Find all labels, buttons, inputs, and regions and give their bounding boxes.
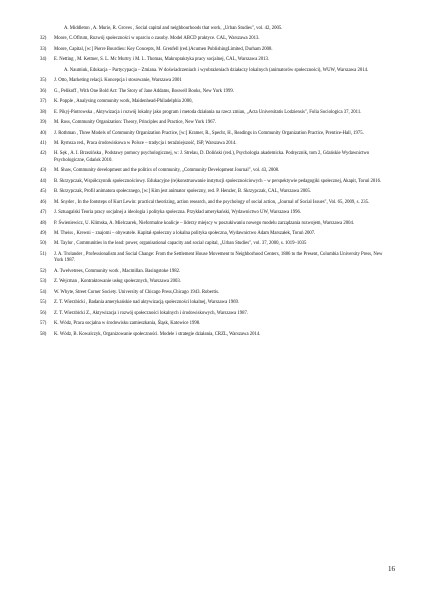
reference-number: 39) [40,120,47,126]
reference-text: J. Rothman , Three Models of Community Organization Practice, [w:] Kramer, R., Specht, H., Readings in Community Organization Practice, Prentice-Hall, 1975. [54,130,364,136]
reference-number: 33) [40,46,47,52]
reference-number: 36) [40,88,47,94]
reference-number: 42) [40,151,47,157]
reference-item [40,221,390,227]
reference-number: 56) [40,310,47,316]
reference-text: Moore, Capital, [w:] Pierre Bourdieu: Key Concepts, M. Grenfell (red.)Acumen PublishingLimited, Durham 2008. [54,46,273,52]
reference-number: 54) [40,289,47,295]
reference-number: 48) [40,220,47,226]
reference-number: 58) [40,331,47,337]
reference-text: K. Popple , Analysing community work, Maidenhead-Philadelphia 2000, [54,99,193,105]
reference-text: J. Sztuagalski Teoria pracy socjalnej a ideologia i polityka społeczna. Przykład amerykański, Wydawnictwo UW, Warszawa 1996. [54,210,302,216]
reference-number: 43) [40,168,47,174]
reference-item [40,252,390,265]
reference-item [40,269,390,275]
reference-text: M. Theiss , Krewni – znajomi – obywatele. Kapitał społeczny a lokalna polityka społeczna, Wydawnictwo Adam Marszałek, Toruń 2007. [54,231,316,237]
reference-item [40,290,390,296]
reference-item [40,321,390,327]
reference-text: M. Ross, Community Organization: Theory, Principles and Practice, New York 1967. [54,120,217,126]
reference-item [40,231,390,237]
reference-text: M. Taylor , Communities in the lead: power, organisational capacity and social capital, „Urban Studies", vol. 37, 2000, s. 1019–1035 [54,241,307,247]
reference-item [40,99,390,105]
reference-text: K. Wódz, Praca socjalna w środowisku zamieszkania, Śląsk, Katowice 1998. [54,321,201,327]
reference-text: A. Naumiuk, Edukacja – Partycypacja – Zmiana. W doświadczeniach i wyobrażeniach działaczy lokalnych (animatorów społeczności), WUW, Warszawa 2014. [64,67,369,73]
reference-number: 45) [40,189,47,195]
reference-item [40,68,390,74]
reference-text: Z. T. Wierzbicki Z., Aktywizacja i rozwój społeczności lokalnych i środowiskowych, Warszawa 1987. [54,310,249,316]
reference-item [40,179,390,185]
reference-item [40,78,390,84]
reference-item [40,332,390,338]
reference-text: B. Skrzypczak, Profil animatora społecznego, [w:] Kim jest animator społeczny, red. P. Henzler, B. Skrzypczak, CAL, Warszawa 2005. [54,189,312,195]
reference-number: 57) [40,321,47,327]
reference-number: 52) [40,268,47,274]
reference-item [40,189,390,195]
reference-item [40,300,390,306]
reference-number: 37) [40,99,47,105]
reference-number: 44) [40,178,47,184]
reference-list [40,26,390,342]
reference-item [40,26,390,32]
reference-item [40,47,390,53]
reference-number: 55) [40,300,47,306]
reference-text: E. Pikyj-Piotrowska , Aktywizacja i rozwój lokalny jako program i metoda działania na rzecz zmian, „Acta Universitatis Lodziensis", Folia Sociologica 37, 2011. [54,109,362,115]
reference-item [40,36,390,42]
reference-text: E. Netting , M. Kettner, S. L. Mc Murtry i M. L. Thomas, Makropraktyka pracy socjalnej, CAL, Warszawa 2013. [54,57,270,63]
reference-text: Z. Wejcman , Kontraktowanie usług społecznych, Warszawa 2003. [54,279,181,285]
reference-item [40,151,390,164]
reference-number: 47) [40,210,47,216]
reference-number: 32) [40,36,47,42]
reference-text: Z. T. Wierzbicki , Badania amerykańskie nad aktywizacją społeczności lokalnej, Warszawa 1969. [54,300,240,306]
reference-item [40,168,390,174]
reference-text: B. Skrzypczak, Współczynnik społecznościowy. Edukacyjne (re)konstruowanie instytucji społecznościowych – w perspektywie pedagogiki społecznej, Akapit, Toruń 2016. [54,178,382,184]
reference-item [40,89,390,95]
reference-text: J. A. Trolander , Professionalism and Social Change: From the Settlement House Movement to Neighborhood Centers, 1886 to the Present, Columbia University Press, New York 1987. [54,251,383,264]
reference-item [40,311,390,317]
reference-number: 50) [40,241,47,247]
reference-number: 34) [40,57,47,63]
reference-number: 49) [40,231,47,237]
reference-text: A. Twelvetrees, Community work , Macmillan. Basingstoke 1982. [54,268,181,274]
reference-number: 53) [40,279,47,285]
reference-text: M. Rymsza red., Praca środowiskowa w Polsce – tradycja i teraźniejszość, ISP, Warszawa 2014. [54,140,237,146]
reference-text: W. Whyte, Street Corner Society. University of Chicago Press,Chicago 1943. Robertis. [54,289,220,295]
reference-item [40,200,390,206]
reference-text: K. Wódz, B. Kowalczyk, Organizowanie społeczności. Modele i strategie działania, CRZL, Warszawa 2014. [54,331,261,337]
reference-text: P. Świeniewicz, U. Klimska, A. Mielczarek, Nieformalne koalicje – liderzy miejscy w poszukiwaniu nowego modelu zarządzania rozwojem, Warszawa 2004. [54,220,355,226]
reference-item [40,141,390,147]
reference-number: 41) [40,140,47,146]
reference-text: Moore, C.Oflrum, Rozwój społeczności w oparciu o zasoby. Model ABCD praktyce. CAL, Warszawa 2013. [54,36,260,42]
reference-number: 46) [40,199,47,205]
reference-number: 40) [40,130,47,136]
reference-item [40,57,390,63]
reference-item [40,241,390,247]
reference-item [40,210,390,216]
page-number: 16 [388,565,395,573]
reference-text: M. Snyder , In the footsteps of Kurt Lewin: practical theorizing, action research, and the psychology of social action, „Journal of Social Issues", Vol. 65, 2009, s. 235. [54,199,370,205]
reference-text: H. Sęk , A. I. Brzezińska , Podstawy pomocy psychologicznej, w: J. Strelau, D. Doliński (red.), Psychologia akademicka. Podręcznik, tom 2, Gdańskie Wydawnictwo Psychologiczne, Gdańsk 2010. [54,151,370,163]
reference-number: 35) [40,78,47,84]
reference-item [40,131,390,137]
reference-text: M. Shaw, Community development and the politics of community, „Community Development Journal", vol. 43, 2008. [54,168,280,174]
reference-text: A. Middleton , A. Murie, R. Groves , Social capital and neighbourhoods that work, „Urban Studies", vol. 42, 2005. [64,26,283,31]
reference-text: J. Otto, Marketing relacji. Koncepcja i stosowanie, Warszawa 2001 [54,78,182,84]
reference-number: 38) [40,109,47,115]
reference-number: 51) [40,251,47,257]
reference-item [40,120,390,126]
reference-item [40,279,390,285]
reference-text: G., Pelikoff , With One Bold Act: The Story of Jane Addams, Boswell Books, New York 1999. [54,88,234,94]
reference-item [40,110,390,116]
